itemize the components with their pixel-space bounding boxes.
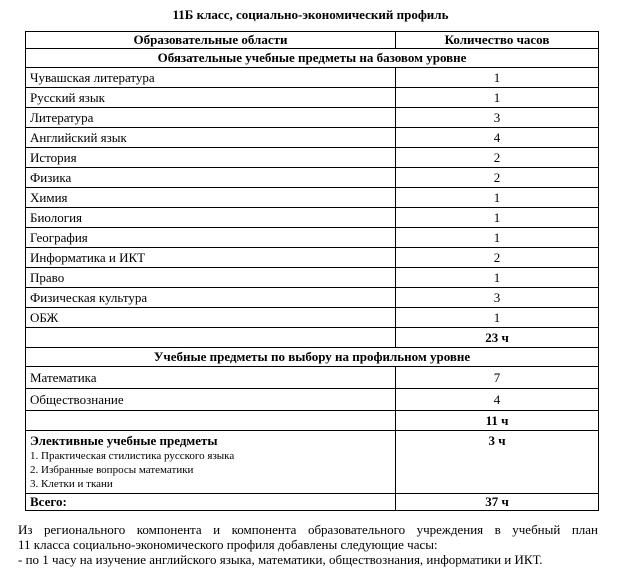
subject-name: Право: [26, 268, 396, 288]
subject-hours: 2: [396, 168, 599, 188]
electives-cell: [26, 431, 396, 494]
subject-name: История: [26, 148, 396, 168]
electives-hours: 3 ч: [396, 431, 599, 494]
subject-hours: 2: [396, 248, 599, 268]
subject-name: Физическая культура: [26, 288, 396, 308]
subject-hours: 1: [396, 88, 599, 108]
subject-name: Физика: [26, 168, 396, 188]
subject-row: [26, 88, 599, 108]
elective-item: 3. Клетки и ткани: [30, 478, 113, 490]
subject-hours: 4: [396, 389, 599, 411]
note-line-2: 11 класса социально-экономического профиля добавлены следующие часы:: [18, 537, 438, 552]
subject-name: ОБЖ: [26, 308, 396, 328]
subject-name: Математика: [26, 367, 396, 389]
subject-hours: 4: [396, 128, 599, 148]
profile-subtotal-empty: [26, 411, 396, 431]
subject-row: [26, 389, 599, 411]
section-profile-header: [26, 348, 599, 367]
subject-name: Обществознание: [26, 389, 396, 411]
base-subtotal-row: [26, 328, 599, 348]
note-line-1: Из регионального компонента и компонента образовательного учреждения в учебный план: [18, 522, 598, 537]
subject-name: Английский язык: [26, 128, 396, 148]
subject-name: География: [26, 228, 396, 248]
note-paragraph: [18, 522, 598, 567]
curriculum-table: [25, 31, 599, 511]
section-profile-title: Учебные предметы по выбору на профильном уровне: [26, 348, 599, 367]
subject-row: [26, 108, 599, 128]
subject-name: Химия: [26, 188, 396, 208]
subject-row: [26, 168, 599, 188]
header-subjects: Образовательные области: [26, 32, 396, 49]
subject-row: [26, 248, 599, 268]
subject-hours: 1: [396, 68, 599, 88]
table-header-row: [26, 32, 599, 49]
subject-hours: 1: [396, 208, 599, 228]
subject-row: [26, 268, 599, 288]
total-row: [26, 494, 599, 511]
subject-name: Информатика и ИКТ: [26, 248, 396, 268]
base-subtotal: 23 ч: [396, 328, 599, 348]
base-subject-rows: [26, 68, 599, 328]
subject-row: [26, 228, 599, 248]
subject-row: [26, 288, 599, 308]
subject-row: [26, 68, 599, 88]
subject-name: Чувашская литература: [26, 68, 396, 88]
elective-item: 2. Избранные вопросы математики: [30, 464, 194, 476]
subject-hours: 1: [396, 188, 599, 208]
subject-row: [26, 367, 599, 389]
profile-subtotal: 11 ч: [396, 411, 599, 431]
subject-hours: 2: [396, 148, 599, 168]
profile-subject-rows: [26, 367, 599, 411]
total-hours: 37 ч: [396, 494, 599, 511]
subject-hours: 1: [396, 308, 599, 328]
subject-row: [26, 208, 599, 228]
total-label: Всего:: [26, 494, 396, 511]
subject-row: [26, 128, 599, 148]
subject-hours: 3: [396, 288, 599, 308]
electives-title: Элективные учебные предметы: [30, 433, 218, 448]
subject-row: [26, 148, 599, 168]
header-hours: Количество часов: [396, 32, 599, 49]
section-base-header: [26, 49, 599, 68]
subject-name: Русский язык: [26, 88, 396, 108]
base-subtotal-empty: [26, 328, 396, 348]
profile-subtotal-row: [26, 411, 599, 431]
section-base-title: Обязательные учебные предметы на базовом уровне: [26, 49, 599, 68]
subject-row: [26, 308, 599, 328]
subject-name: Биология: [26, 208, 396, 228]
subject-hours: 1: [396, 268, 599, 288]
subject-name: Литература: [26, 108, 396, 128]
electives-row: [26, 431, 599, 494]
elective-item: 1. Практическая стилистика русского языка: [30, 450, 235, 462]
document-title: 11Б класс, социально-экономический профиль: [172, 7, 449, 22]
subject-row: [26, 188, 599, 208]
subject-hours: 1: [396, 228, 599, 248]
subject-hours: 7: [396, 367, 599, 389]
note-line-3: - по 1 часу на изучение английского языка, математики, обществознания, информатики и ИКТ.: [18, 552, 543, 567]
subject-hours: 3: [396, 108, 599, 128]
